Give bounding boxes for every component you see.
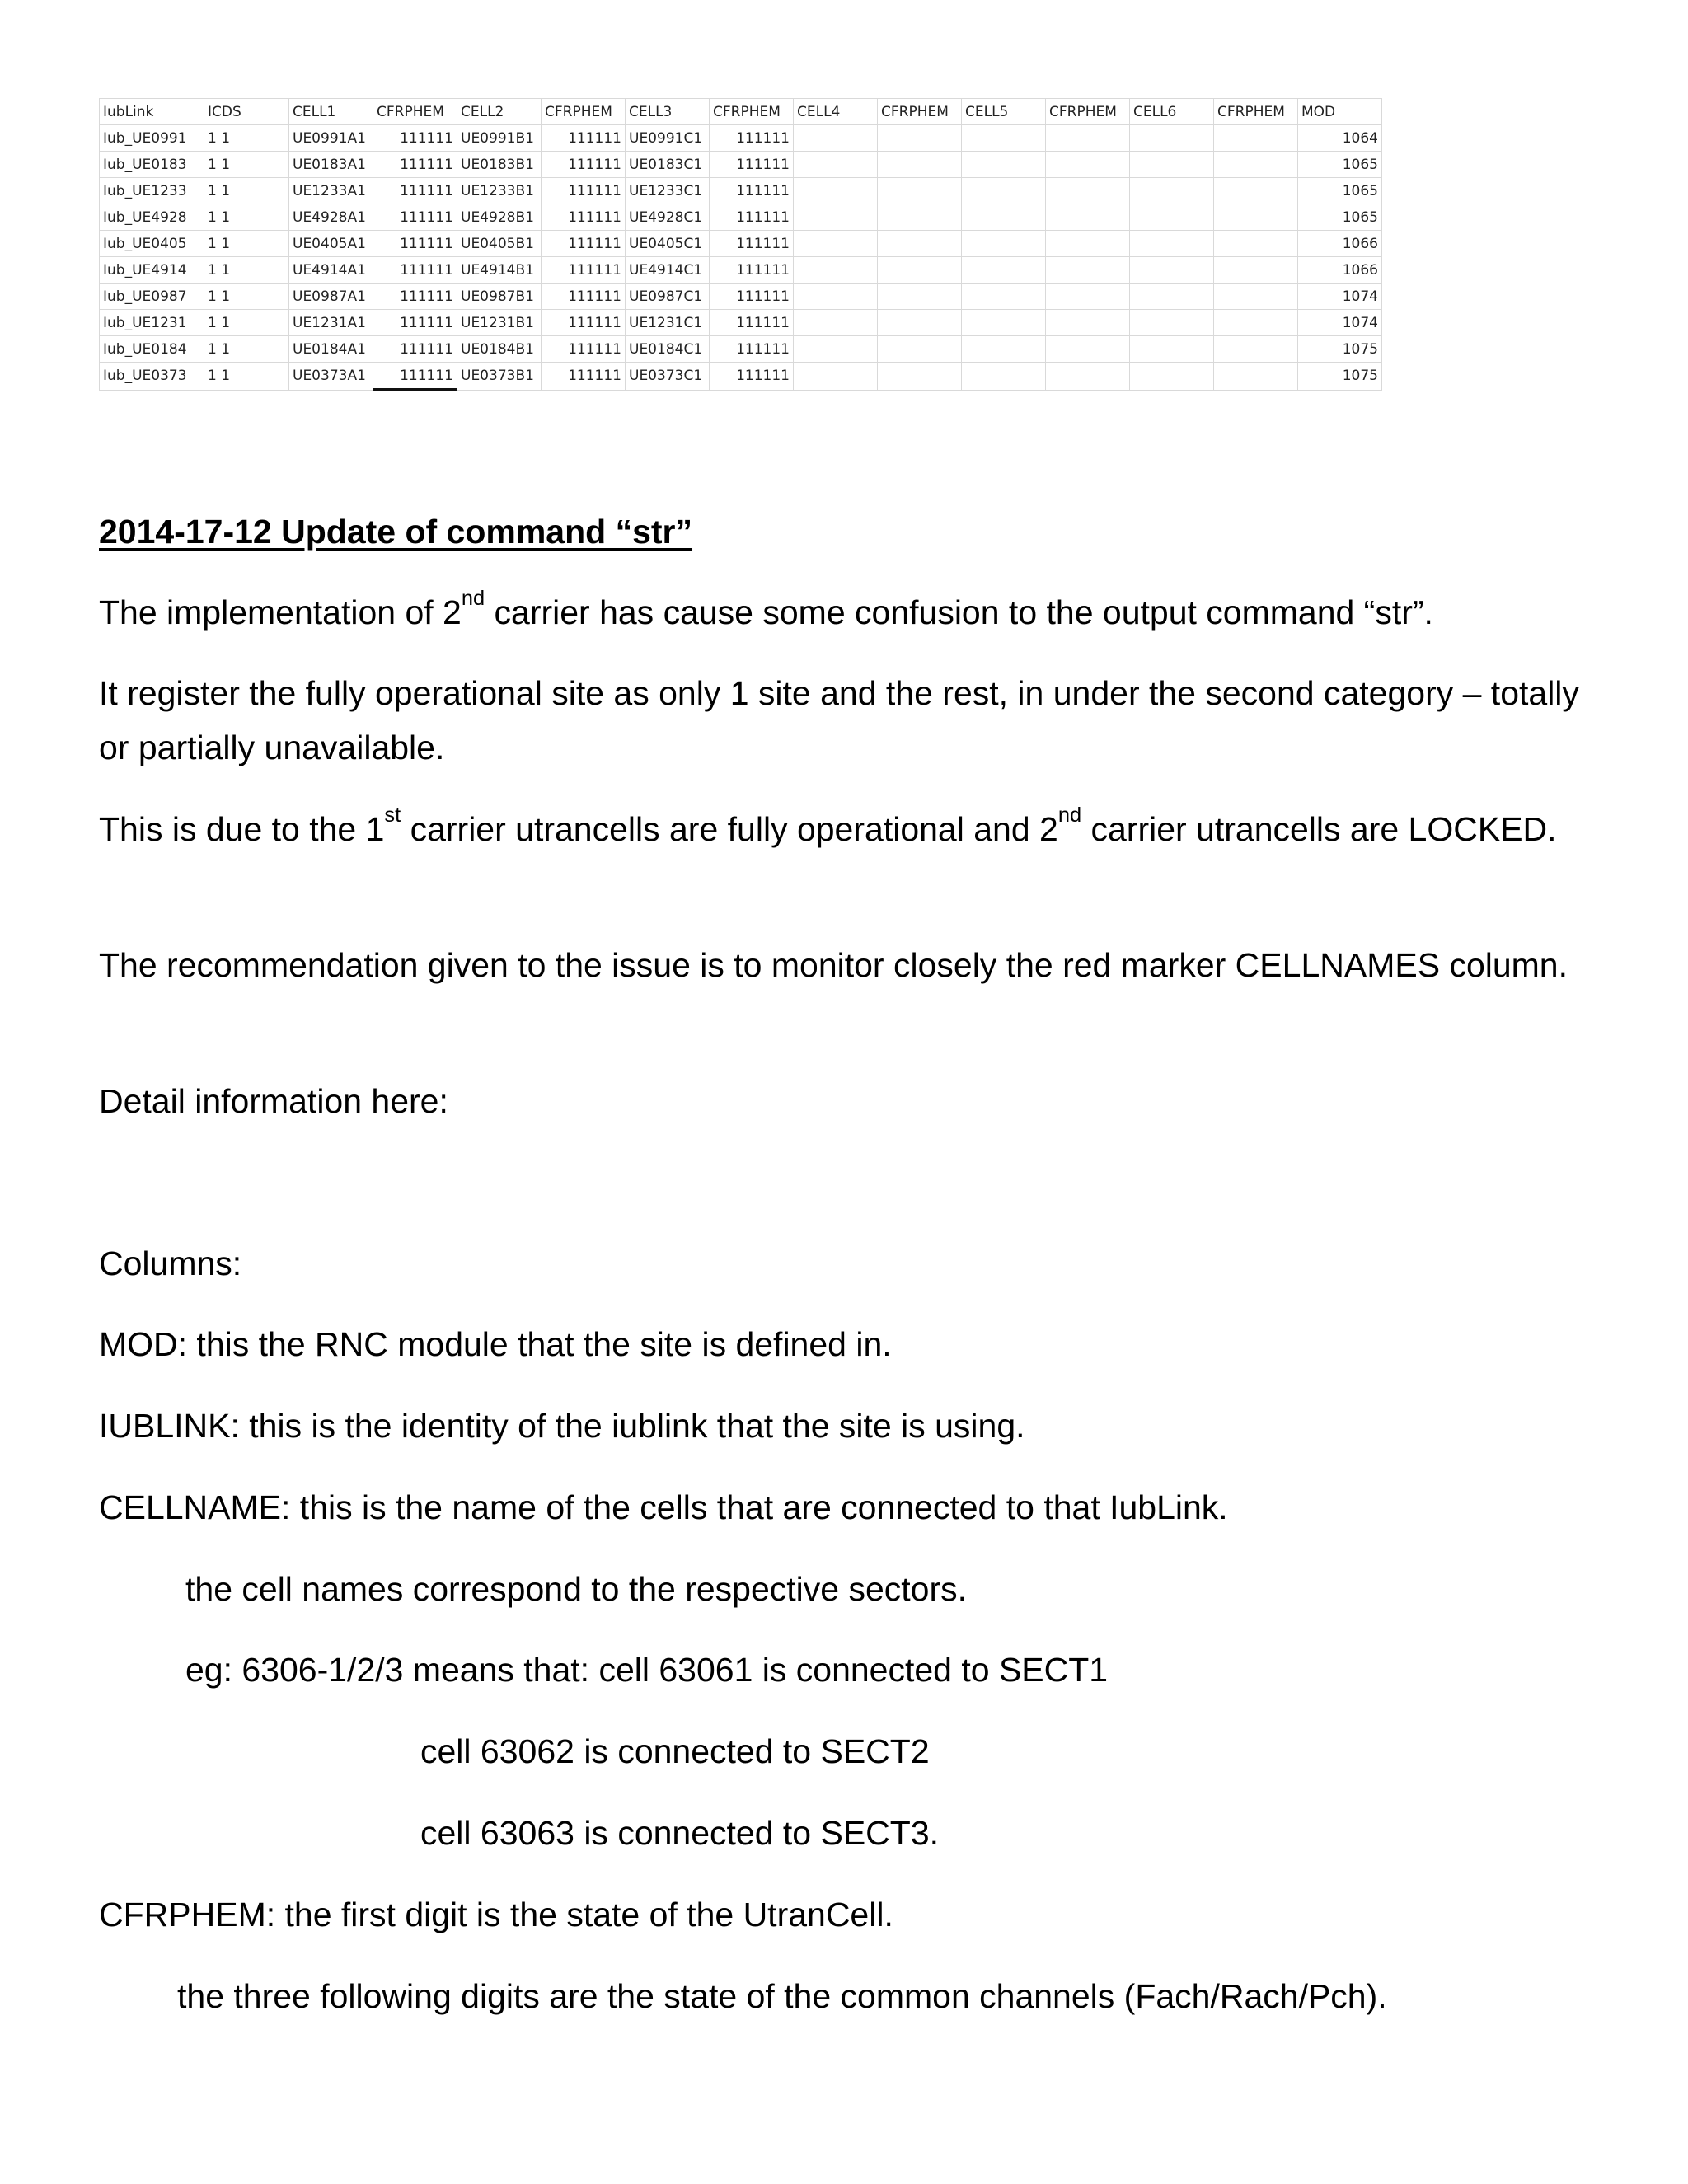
- col-header-cfrphem1: CFRPHEM: [373, 99, 457, 125]
- table-row: [100, 257, 1382, 284]
- table-cell: UE0987C1: [626, 284, 710, 310]
- paragraph-cause-part2: carrier utrancells are fully operational and 2: [401, 810, 1058, 848]
- table-cell: UE0991A1: [289, 125, 373, 152]
- paragraph-register: It register the fully operational site as only 1 site and the rest, in under the second category – totally or partially unavailable.: [99, 674, 1579, 766]
- paragraph-implementation-part2: carrier has cause some confusion to the output command “str”.: [485, 593, 1433, 631]
- table-cell: 1 1: [204, 178, 289, 204]
- table-cell: UE0373A1: [289, 363, 373, 391]
- table-cell: [878, 257, 962, 284]
- col-header-iublink: IubLink: [100, 99, 204, 125]
- columns-label: Columns:: [99, 1244, 242, 1282]
- table-cell: Iub_UE1231: [100, 310, 204, 336]
- table-cell: [962, 178, 1046, 204]
- table-cell: [1214, 363, 1298, 391]
- col-header-cell6: CELL6: [1130, 99, 1214, 125]
- table-cell: 111111: [710, 125, 794, 152]
- table-cell: [1214, 310, 1298, 336]
- table-cell: [878, 152, 962, 178]
- table-cell: UE0405B1: [457, 231, 542, 257]
- table-cell: [1130, 178, 1214, 204]
- table-cell: [962, 125, 1046, 152]
- table-cell: [1046, 310, 1130, 336]
- table-cell: UE4914A1: [289, 257, 373, 284]
- table-cell: [1046, 125, 1130, 152]
- table-cell: [1046, 257, 1130, 284]
- table-cell: 111111: [373, 231, 457, 257]
- table-cell: [1046, 284, 1130, 310]
- table-cell: UE0991B1: [457, 125, 542, 152]
- table-header: [100, 99, 1382, 125]
- table-cell: 1065: [1298, 152, 1382, 178]
- table-cell: [878, 284, 962, 310]
- table-cell: [794, 152, 878, 178]
- table-cell: [1214, 336, 1298, 363]
- table-cell: 111111: [542, 231, 626, 257]
- table-cell: Iub_UE0987: [100, 284, 204, 310]
- table-cell: [878, 363, 962, 391]
- table-cell: 1 1: [204, 310, 289, 336]
- table-cell: 111111: [373, 284, 457, 310]
- table-cell: 111111: [542, 284, 626, 310]
- paragraph-recommendation: The recommendation given to the issue is to monitor closely the red marker CELLNAMES column.: [99, 946, 1568, 984]
- table-cell: 111111: [710, 231, 794, 257]
- col-header-cell5: CELL5: [962, 99, 1046, 125]
- table-cell: UE0183A1: [289, 152, 373, 178]
- table-cell: 111111: [542, 257, 626, 284]
- ordinal-suffix: nd: [1057, 804, 1082, 827]
- paragraph-cause: [99, 802, 1606, 856]
- table-cell: Iub_UE4928: [100, 204, 204, 231]
- table-cell: [1046, 336, 1130, 363]
- col-header-cell3: CELL3: [626, 99, 710, 125]
- table-cell: [1214, 231, 1298, 257]
- cellname-example-line2: cell 63062 is connected to SECT2: [420, 1732, 930, 1770]
- table-cell: [878, 125, 962, 152]
- table-cell: [1214, 204, 1298, 231]
- table-cell: 1 1: [204, 336, 289, 363]
- table-cell: 111111: [542, 152, 626, 178]
- table-cell: [794, 336, 878, 363]
- table-cell: [1046, 152, 1130, 178]
- col-header-cfrphem6: CFRPHEM: [1214, 99, 1298, 125]
- table-cell: [1130, 231, 1214, 257]
- table-cell: 111111: [710, 178, 794, 204]
- table-cell: [1214, 257, 1298, 284]
- table-cell: [962, 310, 1046, 336]
- table-cell: 111111: [373, 336, 457, 363]
- table-row: [100, 363, 1382, 391]
- cellname-example-line3: cell 63063 is connected to SECT3.: [420, 1814, 940, 1852]
- table-cell: [794, 204, 878, 231]
- table-cell: [1130, 152, 1214, 178]
- table-cell: [794, 284, 878, 310]
- table-cell: 111111: [542, 336, 626, 363]
- table-cell: 1065: [1298, 204, 1382, 231]
- table-row: [100, 125, 1382, 152]
- table-cell: Iub_UE0991: [100, 125, 204, 152]
- table-cell: Iub_UE0184: [100, 336, 204, 363]
- paragraph-cause-part3: carrier utrancells are LOCKED.: [1081, 810, 1557, 848]
- table-cell: UE1231B1: [457, 310, 542, 336]
- table-cell: 111111: [542, 310, 626, 336]
- table-cell: 111111: [542, 363, 626, 391]
- table-cell: [1130, 284, 1214, 310]
- table-cell: [1046, 363, 1130, 391]
- table-cell: [878, 336, 962, 363]
- status-table: [99, 98, 1382, 391]
- table-cell: 111111: [542, 204, 626, 231]
- table-cell: [1130, 310, 1214, 336]
- table-cell: Iub_UE0183: [100, 152, 204, 178]
- paragraph-cause-part1: This is due to the 1: [99, 810, 385, 848]
- table-cell: 1 1: [204, 204, 289, 231]
- table-cell: [794, 310, 878, 336]
- col-header-mod: MOD: [1298, 99, 1382, 125]
- table-cell: UE0405A1: [289, 231, 373, 257]
- table-cell: UE1231C1: [626, 310, 710, 336]
- table-cell: [1130, 363, 1214, 391]
- table-cell: [1130, 125, 1214, 152]
- table-cell: 1066: [1298, 257, 1382, 284]
- table-cell: Iub_UE4914: [100, 257, 204, 284]
- table-cell: [1046, 204, 1130, 231]
- table-cell: 111111: [373, 204, 457, 231]
- definition-iublink: IUBLINK: this is the identity of the iublink that the site is using.: [99, 1407, 1025, 1445]
- table-cell: 111111: [710, 310, 794, 336]
- col-header-cell2: CELL2: [457, 99, 542, 125]
- table-cell: 111111: [373, 257, 457, 284]
- table-cell: 1 1: [204, 231, 289, 257]
- table-cell: [1214, 284, 1298, 310]
- table-cell: UE0183B1: [457, 152, 542, 178]
- table-cell: 1064: [1298, 125, 1382, 152]
- table-cell: [878, 310, 962, 336]
- table-cell: 111111: [710, 284, 794, 310]
- table-cell: UE1233B1: [457, 178, 542, 204]
- table-cell: UE4928A1: [289, 204, 373, 231]
- table-cell: [878, 231, 962, 257]
- table-cell: 1 1: [204, 284, 289, 310]
- paragraph-implementation-part1: The implementation of 2: [99, 593, 462, 631]
- table-cell: 1075: [1298, 336, 1382, 363]
- table-cell: UE0184B1: [457, 336, 542, 363]
- table-row: [100, 284, 1382, 310]
- table-cell: [1214, 125, 1298, 152]
- table-cell: UE1231A1: [289, 310, 373, 336]
- cellname-sectors-note: the cell names correspond to the respective sectors.: [185, 1570, 968, 1608]
- table-cell: [962, 231, 1046, 257]
- table-cell: 1074: [1298, 310, 1382, 336]
- table-cell: [1130, 204, 1214, 231]
- table-cell: 111111: [373, 152, 457, 178]
- ordinal-suffix: st: [384, 804, 401, 827]
- definition-cellname: CELLNAME: this is the name of the cells that are connected to that IubLink.: [99, 1488, 1228, 1526]
- table-cell: [962, 284, 1046, 310]
- cfrphem-channels-note: the three following digits are the state of the common channels (Fach/Rach/Pch).: [177, 1977, 1387, 2015]
- table-header-row: [100, 99, 1382, 125]
- table-cell: [1130, 257, 1214, 284]
- table-cell: UE0987B1: [457, 284, 542, 310]
- table-cell: 111111: [542, 178, 626, 204]
- col-header-icds: ICDS: [204, 99, 289, 125]
- table-cell: [962, 152, 1046, 178]
- definition-cfrphem: CFRPHEM: the first digit is the state of the UtranCell.: [99, 1896, 893, 1933]
- table-cell: 111111: [373, 178, 457, 204]
- table-cell: [1046, 231, 1130, 257]
- table-cell: 1 1: [204, 363, 289, 391]
- table-cell: UE0991C1: [626, 125, 710, 152]
- table-cell: 1066: [1298, 231, 1382, 257]
- table-cell: [962, 257, 1046, 284]
- table-cell: 111111: [542, 125, 626, 152]
- table-cell: [878, 178, 962, 204]
- table-cell: [1130, 336, 1214, 363]
- col-header-cell4: CELL4: [794, 99, 878, 125]
- table-cell: [962, 363, 1046, 391]
- table-cell: UE4928B1: [457, 204, 542, 231]
- table-cell: 111111: [373, 125, 457, 152]
- table-cell: UE0184A1: [289, 336, 373, 363]
- table-cell: 111111: [373, 363, 457, 391]
- col-header-cfrphem4: CFRPHEM: [878, 99, 962, 125]
- paragraph-implementation: [99, 585, 1606, 640]
- table-cell: Iub_UE1233: [100, 178, 204, 204]
- table-cell: UE1233A1: [289, 178, 373, 204]
- table-cell: UE0183C1: [626, 152, 710, 178]
- table-row: [100, 152, 1382, 178]
- table-row: [100, 178, 1382, 204]
- table-cell: 1065: [1298, 178, 1382, 204]
- table-body: [100, 125, 1382, 391]
- table-cell: 111111: [710, 204, 794, 231]
- table-cell: 111111: [373, 310, 457, 336]
- table-cell: UE4914B1: [457, 257, 542, 284]
- col-header-cell1: CELL1: [289, 99, 373, 125]
- table-cell: [794, 125, 878, 152]
- table-cell: UE0987A1: [289, 284, 373, 310]
- table-row: [100, 310, 1382, 336]
- col-header-cfrphem5: CFRPHEM: [1046, 99, 1130, 125]
- table-cell: 1 1: [204, 125, 289, 152]
- table-row: [100, 336, 1382, 363]
- table-cell: [1046, 178, 1130, 204]
- table-cell: UE0373C1: [626, 363, 710, 391]
- ordinal-suffix: nd: [461, 587, 485, 610]
- table-cell: 111111: [710, 152, 794, 178]
- table-cell: UE1233C1: [626, 178, 710, 204]
- table-cell: Iub_UE0405: [100, 231, 204, 257]
- col-header-cfrphem3: CFRPHEM: [710, 99, 794, 125]
- col-header-cfrphem2: CFRPHEM: [542, 99, 626, 125]
- update-heading: 2014-17-12 Update of command “str”: [99, 513, 693, 551]
- table-cell: [962, 204, 1046, 231]
- table-cell: 111111: [710, 363, 794, 391]
- table-cell: 111111: [710, 257, 794, 284]
- table-cell: 1074: [1298, 284, 1382, 310]
- table-cell: 1 1: [204, 257, 289, 284]
- table-cell: UE4928C1: [626, 204, 710, 231]
- definition-mod: MOD: this the RNC module that the site is defined in.: [99, 1325, 892, 1363]
- cellname-example: eg: 6306-1/2/3 means that: cell 63061 is connected to SECT1: [185, 1651, 1109, 1689]
- table-cell: [1214, 178, 1298, 204]
- table-cell: [794, 257, 878, 284]
- table-cell: UE0405C1: [626, 231, 710, 257]
- table-cell: UE0373B1: [457, 363, 542, 391]
- table-cell: UE4914C1: [626, 257, 710, 284]
- table-cell: 1075: [1298, 363, 1382, 391]
- paragraph-detail-info: Detail information here:: [99, 1082, 448, 1120]
- table-cell: [962, 336, 1046, 363]
- table-row: [100, 204, 1382, 231]
- table-cell: Iub_UE0373: [100, 363, 204, 391]
- table-row: [100, 231, 1382, 257]
- table-cell: 111111: [710, 336, 794, 363]
- table-cell: [794, 178, 878, 204]
- table-cell: [1214, 152, 1298, 178]
- table-cell: UE0184C1: [626, 336, 710, 363]
- table-cell: 1 1: [204, 152, 289, 178]
- table-cell: [794, 363, 878, 391]
- table-cell: [794, 231, 878, 257]
- table-cell: [878, 204, 962, 231]
